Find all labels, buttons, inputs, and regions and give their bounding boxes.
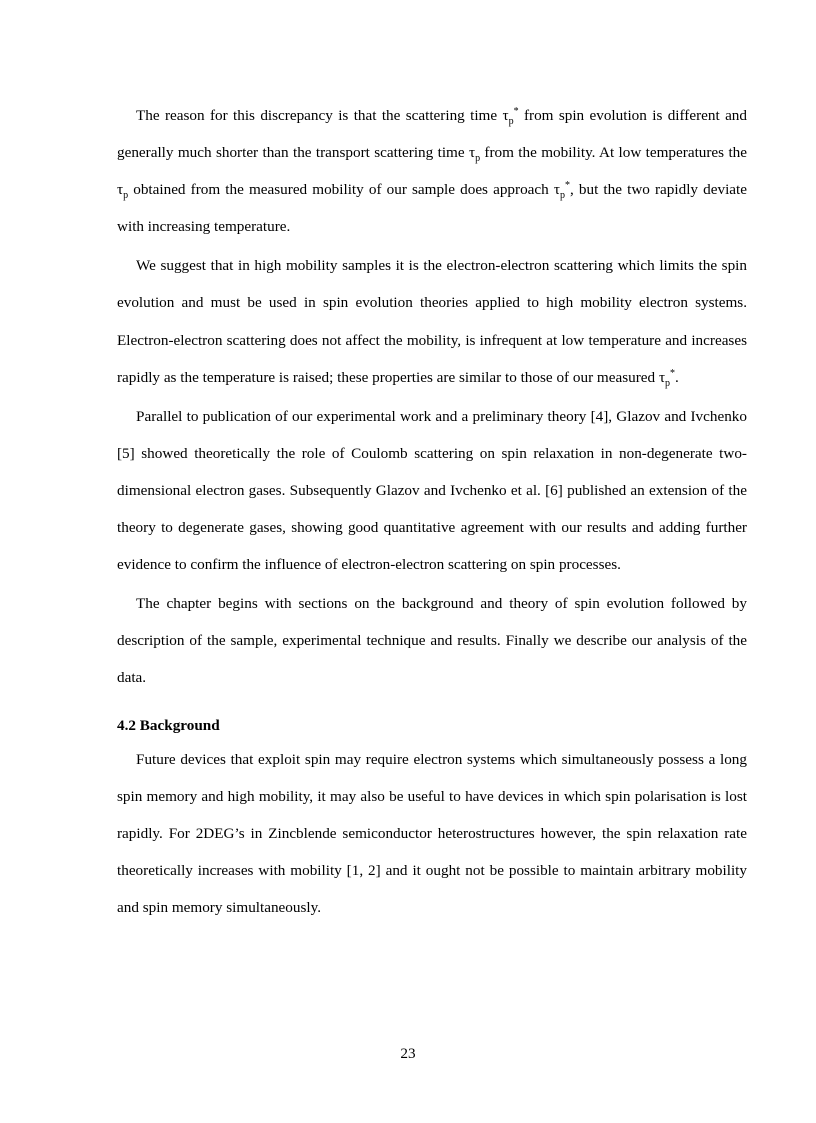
subscript-p: p [508,116,514,128]
text-run: from spin evolution is different and generally much shorter than the transport scattering time [117,107,747,162]
text-run: The reason for this discrepancy is that the scattering time [136,107,503,124]
text-run: from the mobility. At low temperatures the [480,144,747,162]
paragraph-scattering-discrepancy [117,97,747,245]
paragraph-electron-electron-scattering [117,247,747,395]
tau-symbol: τ [553,181,560,199]
superscript-star: * [564,180,570,192]
subscript-p: p [475,153,481,165]
page-number: 23 [400,1045,416,1062]
subscript-p: p [665,377,671,389]
text-run: , but the two rapidly deviate with increasing temperature. [117,181,747,236]
subscript-p: p [559,190,565,202]
text-run: We suggest that in high mobility samples it is the electron-electron scattering which limits the spin evolution and must be used in spin evolution theories applied to high mobility electron systems. Electron-electron scattering does not affect the mobility, is infrequent at low temperature and increases rapidly as the temperature is raised; these properties are similar to those of our measured [117,257,747,386]
document-page [117,97,747,928]
subscript-p: p [123,190,129,202]
tau-symbol: τ [658,368,666,386]
section-heading: 4.2 Background [117,716,220,734]
tau-symbol: τ [468,144,476,162]
superscript-star: * [670,367,676,379]
paragraph-background: Future devices that exploit spin may require electron systems which simultaneously possess a long spin memory and high mobility, it may also be useful to have devices in which spin polarisation is lost rapidly. For 2DEG’s in Zincblende semiconductor heterostructures however, the spin relaxation rate theoretically increases with mobility [1, 2] and it ought not be possible to maintain arbitrary mobility and spin memory simultaneously. [117,750,747,916]
paragraph-parallel-publication: Parallel to publication of our experimental work and a preliminary theory [4], Glazov and Ivchenko [5] showed theoretically the role of Coulomb scattering on spin relaxation in non-degenerate two-dimensional electron gases. Subsequently Glazov and Ivchenko et al. [6] published an extension of the theory to degenerate gases, showing good quantitative agreement with our results and adding further evidence to confirm the influence of electron-electron scattering on spin processes. [117,407,747,574]
tau-symbol: τ [502,107,509,124]
paragraph-chapter-overview: The chapter begins with sections on the background and theory of spin evolution followed by description of the sample, experimental technique and results. Finally we describe our analysis of the data. [117,595,747,687]
text-run: . [675,368,679,386]
tau-symbol: τ [117,181,124,199]
text-run: obtained from the measured mobility of our sample does approach [128,181,554,199]
superscript-star: * [513,105,519,117]
